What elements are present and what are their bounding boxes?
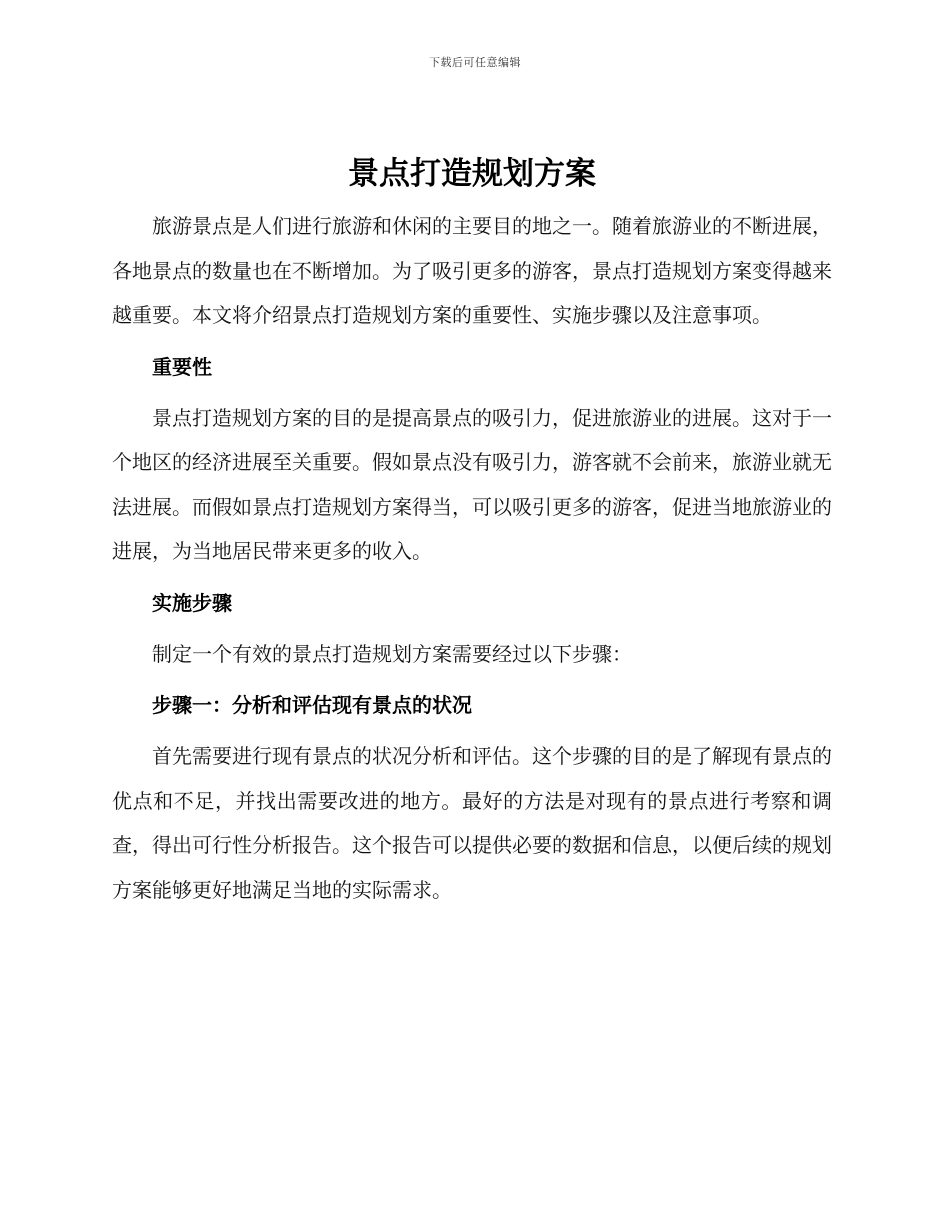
section-heading-steps: 实施步骤: [152, 590, 232, 615]
step-one-heading: 步骤一：分析和评估现有景点的状况: [152, 693, 472, 717]
section-heading-importance: 重要性: [152, 354, 212, 379]
steps-intro-paragraph: 制定一个有效的景点打造规划方案需要经过以下步骤：: [152, 641, 632, 666]
step-one-paragraph: 首先需要进行现有景点的状况分析和评估。这个步骤的目的是了解现有景点的优点和不足，并找出需要改进的地方。最好的方法是对现有的景点进行考察和调查，得出可行性分析报告。这个报告可以提供必要的数据和信息，以便后续的规划方案能够更好地满足当地的实际需求。: [112, 744, 832, 902]
intro-paragraph: 旅游景点是人们进行旅游和休闲的主要目的地之一。随着旅游业的不断进展，各地景点的数量也在不断增加。为了吸引更多的游客，景点打造规划方案变得越来越重要。本文将介绍景点打造规划方案的重要性、实施步骤以及注意事项。: [112, 214, 832, 327]
header-note: 下载后可任意编辑: [429, 56, 521, 69]
importance-paragraph: 景点打造规划方案的目的是提高景点的吸引力，促进旅游业的进展。这对于一个地区的经济进展至关重要。假如景点没有吸引力，游客就不会前来，旅游业就无法进展。而假如景点打造规划方案得当，可以吸引更多的游客，促进当地旅游业的进展，为当地居民带来更多的收入。: [112, 405, 832, 563]
document-body: [112, 148, 832, 912]
document-title: 景点打造规划方案: [348, 156, 596, 192]
